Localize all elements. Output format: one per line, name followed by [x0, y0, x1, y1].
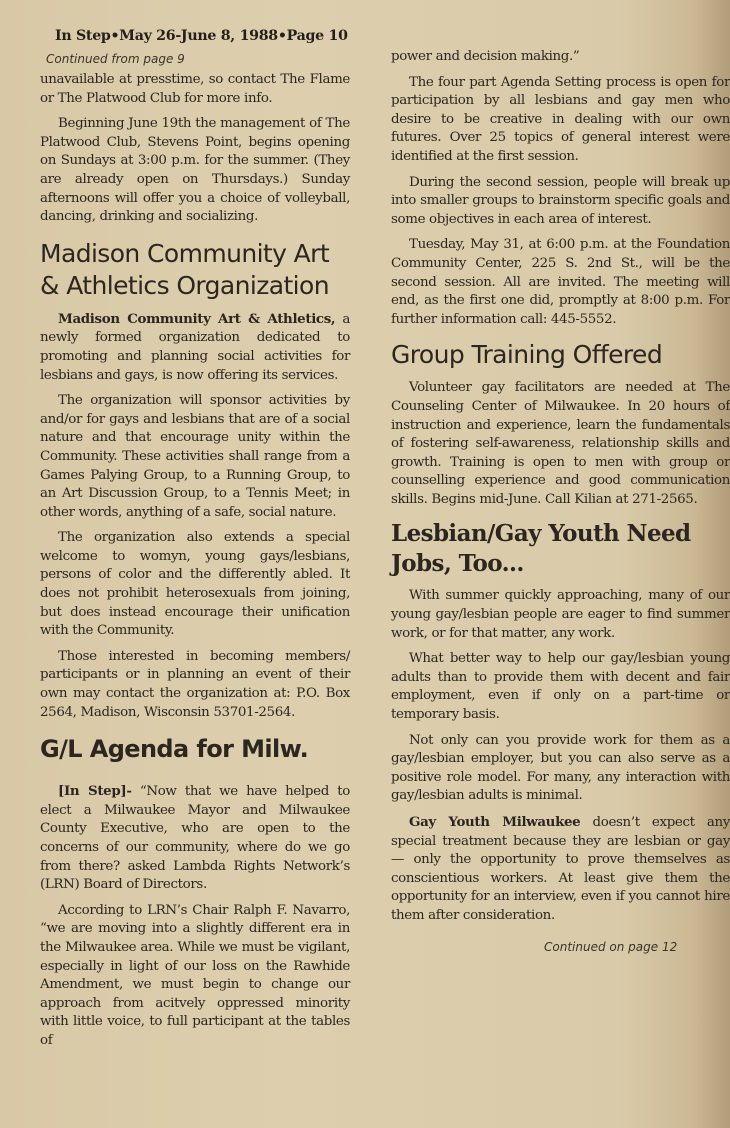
page-masthead: In Step•May 26-June 8, 1988•Page 10 — [55, 28, 348, 44]
agenda-cont-paragraph-3: During the second session, people will break up into smaller groups to brainstorm specific goals and some objectives in each area of interest. — [391, 174, 730, 227]
agenda-cont-paragraph-4: Tuesday, May 31, at 6:00 p.m. at the Foundation Community Center, 225 S. 2nd St., will be the second session. All are invited. The meeting will end, as the first one did, promptly at 8:00 p.m. For further information call: 445-5552. — [391, 237, 730, 327]
intro-paragraph-2: Beginning June 19th the management of The Platwood Club, Stevens Point, begins opening on Sundays at 3:00 p.m. for the summer. (They are already open on Thursdays.) Sunday afternoons will offer you a choice of volleyball, dancing, drinking and socializing. — [40, 116, 350, 225]
continued-from-note: Continued from page 9 — [46, 52, 185, 66]
madison-paragraph-4: Those interested in becoming members/ participants or in planning an event of their own may contact the organization at: P.O. Box 2564, Madison, Wisconsin 53701-2564. — [40, 648, 350, 720]
youth-paragraph-3: Not only can you provide work for them as a gay/lesbian employer, but you can also serve as a positive role model. For many, any interaction with gay/lesbian adults is minimal. — [391, 732, 730, 804]
madison-headline: Madison Community Art & Athletics Organization — [40, 238, 330, 300]
youth-headline: Lesbian/Gay Youth Need Jobs, Too... — [391, 520, 691, 578]
youth-p4-text: doesn’t expect any special treatment because they are lesbian or gay — only the opportunity to prove themselves as conscientious workers. At least give them the opportunity for an interview, even if you cannot hire them after consideration. — [391, 815, 730, 923]
youth-lead: Gay Youth Milwaukee — [409, 814, 581, 830]
agenda-cont-paragraph-2: The four part Agenda Setting process is open for participation by all lesbians and gay men who desire to be creative in dealing with our own futures. Over 25 topics of general interest were identified at the first session. — [391, 74, 730, 164]
training-headline: Group Training Offered — [391, 340, 663, 370]
agenda-p1-text: “Now that we have helped to elect a Milwaukee Mayor and Milwaukee County Executive, who are open to the concerns of our community, where do we go from there? asked Lambda Rights Network’s (LRN) Board of Directors. — [40, 784, 350, 893]
madison-paragraph-2: The organization will sponsor activities by and/or for gays and lesbians that are of a social nature and that encourage unity within the Community. These activities shall range from a Games Palying Group, to a Running Group, to an Art Discussion Group, to a Tennis Meet; in other words, anything of a safe, social nature. — [40, 393, 350, 520]
youth-paragraph-1: With summer quickly approaching, many of our young gay/lesbian people are eager to find summer work, or for that matter, any work. — [391, 588, 730, 641]
youth-paragraph-4 — [391, 813, 730, 926]
training-paragraph-1: Volunteer gay facilitators are needed at The Counseling Center of Milwaukee. In 20 hours of instruction and experience, learn the fundamentals of fostering self-awareness, relationship skills and growth. Training is open to men with group or counselling experience and good communication skills. Begins mid-June. Call Kilian at 271-2565. — [391, 380, 730, 507]
agenda-lead: [In Step]- — [58, 783, 132, 800]
continued-on-note: Continued on page 12 — [544, 939, 678, 954]
right-column — [391, 0, 730, 954]
left-column — [40, 0, 350, 1051]
agenda-paragraph-1 — [40, 782, 350, 895]
agenda-paragraph-2: According to LRN’s Chair Ralph F. Navarro, “we are moving into a slightly different era in the Milwaukee area. While we must be vigilant, especially in light of our loss on the Rawhide Amendment, we must begin to change our approach from acitvely oppressed minority with little voice, to full participant at the tables of — [40, 902, 350, 1048]
youth-paragraph-2: What better way to help our gay/lesbian young adults than to provide them with decent and fair employment, even if only on a part-time or temporary basis. — [391, 651, 730, 723]
agenda-cont-paragraph-1: power and decision making.” — [391, 49, 580, 64]
madison-p1-text: a newly formed organization dedicated to promoting and planning social activities for lesbians and gays, is now offering its services. — [40, 311, 350, 383]
agenda-headline: G/L Agenda for Milw. — [40, 735, 309, 764]
intro-paragraph-1: unavailable at presstime, so contact The Flame or The Platwood Club for more info. — [40, 72, 350, 106]
madison-paragraph-3: The organization also extends a special welcome to womyn, young gays/lesbians, persons of color and the differently abled. It does not prohibit heterosexuals from joining, but does instead encourage their unification with the Community. — [40, 530, 350, 639]
madison-paragraph-1 — [40, 310, 350, 385]
madison-lead: Madison Community Art & Athletics, — [58, 310, 336, 327]
